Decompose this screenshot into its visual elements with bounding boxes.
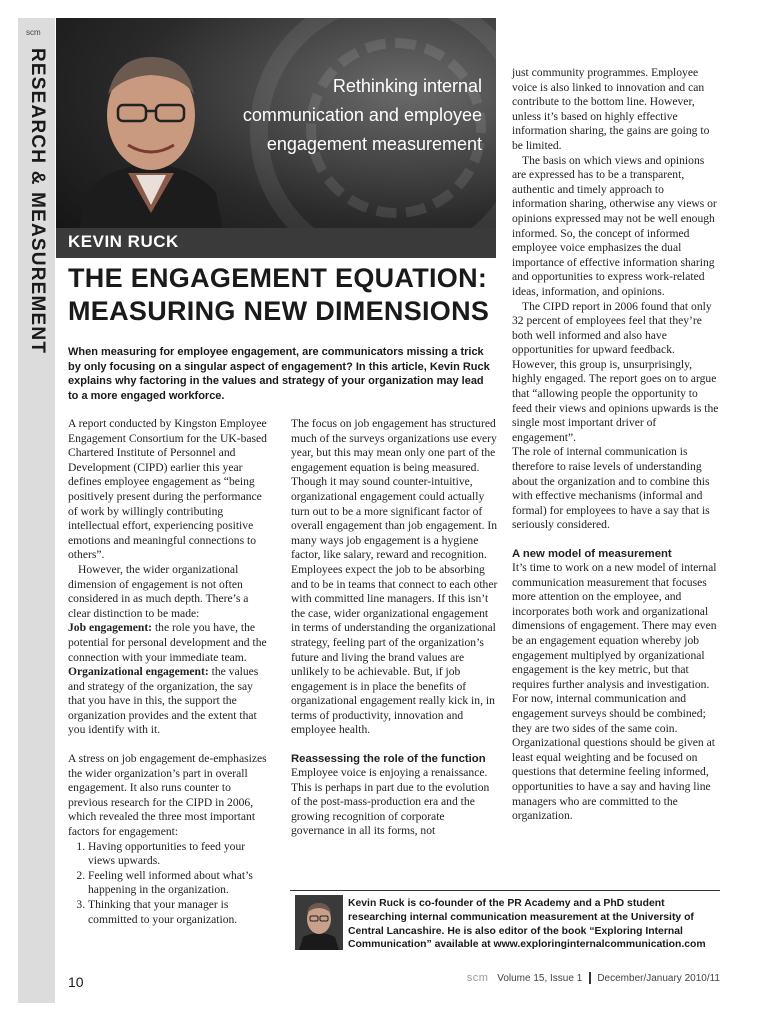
section-heading: A new model of measurement [512,548,672,560]
article-column-2 [291,417,498,839]
definition-text: the values and strategy of the organization, the say that you have in this, the support the organization provides and the extent that you identify with it. [68,665,259,737]
paragraph: The basis on which views and opinions are expressed has to be a transparent, authentic and timely approach to information sharing, otherwise any views or opinions expressed may not be well enough informed. So, the concept of informed employee voice emphasizes the dual importance of effective information sharing and opportunities to express work-related ideas, information, and opinions. [512,153,717,298]
section-heading: Reassessing the role of the function [291,753,486,766]
footer-brand: scm [466,972,489,984]
paragraph: However, the wider organizational dimension of engagement is not often considered in as much depth. There’s a clear distinction to be made: [68,562,249,620]
definition-text: the role you have, the potential for personal development and the connection with your immediate team. [68,621,267,664]
term-organizational-engagement: Organizational engagement: [68,665,209,679]
article-column-3 [512,66,719,824]
paragraph: The CIPD report in 2006 found that only 32 percent of employees feel that they’re both well informed and also have opportunities for upward feedback. However, this group is, unsurprisingly, highly engaged. The report goes on to argue that “allowing people the opportunity to feed their views and opinions upwards is the single most important driver of engagement”. [512,299,719,444]
bio-divider [290,890,720,891]
page-number: 10 [68,974,84,990]
author-name: KEVIN RUCK [68,232,179,251]
definition-org [68,665,273,738]
paragraph: The role of internal communication is therefore to raise levels of understanding about the organization and to combine this with effective mechanisms (informal and formal) for employees to have a say that is seriously considered. [512,445,710,532]
paragraph: just community programmes. Employee voice is also linked to innovation and can contribute to the bottom line. However, unless it’s based on highly effective information sharing, the gains are going to be limited. [512,66,710,152]
article-column-1 [68,417,273,927]
paragraph: Employee voice is enjoying a renaissance. This is perhaps in part due to the evolution of the post-mass-production era and the growing recognition of corporate governance in all its forms, not [291,766,490,838]
factors-list [68,840,273,928]
article-subtitle: Rethinking internal communication and employee engagement measurement [242,76,482,154]
sidebar-brand: scm [26,28,41,37]
list-item: 1. Having opportunities to feed your views upwards. [88,840,273,869]
headline-line-2: MEASURING NEW DIMENSIONS [68,296,490,326]
list-item: 3. Thinking that your manager is committed to your organization. [88,898,273,927]
paragraph: The focus on job engagement has structured much of the surveys organizations use every year, but this may mean only one part of the engagement equation is being measured. [291,417,497,474]
term-job-engagement: Job engagement: [68,621,153,635]
author-bio: Kevin Ruck is co-founder of the PR Academy and a PhD student researching internal communication measurement at the University of Central Lancashire. He is also editor of the book “Exploring Internal Communication” available at www.exploringinternalcommunication.com [348,898,706,951]
paragraph: Though it may sound counter-intuitive, organizational engagement could actually turn out to be a more significant factor of overall engagement than job engagement. In many ways job engagement is a hygiene factor, like salary, reward and recognition. Employees expect the job to be absorbing and to be in teams that connect to each other with committed line managers. If this isn’t the case, wider organizational engagement in terms of understanding the organizational strategy, feeling part of the organization’s future and living the brand values are unlikely to be achievable. But, if job engagement is in place the benefits of organizational engagement really kick in, in terms of productivity, innovation and employee health. [291,475,498,737]
footer-separator [589,972,591,984]
issue-footer [467,972,720,984]
issue-date: December/January 2010/11 [597,973,720,984]
paragraph: It’s time to work on a new model of internal communication measurement that focuses more attention on the employee, and incorporates both work and organizational dimensions of engagement. There may even be an engagement equation whereby job engagement multiplyed by organizational engagement is the key metric, but that requires further analysis and investigation. For now, internal communication and engagement surveys should be combined; they are two sides of the same coin. Organizational questions should be given at least equal weighting and be focused on questions that determine feeling informed, opportunities to have a say and having line managers who are committed to the organization. [512,561,717,823]
section-label: RESEARCH & MEASUREMENT [27,48,48,355]
author-bar [56,228,496,258]
article-headline [68,262,508,328]
definition-job [68,621,273,665]
paragraph: A report conducted by Kingston Employee Engagement Consortium for the UK-based Chartered Institute of Personnel and Development (CIPD) earlier this year defines employee engagement as “being positively present during the performance of work by willingly contributing intellectual effort, experiencing positive emotions and meaningful connections to others”. [68,417,267,562]
headline-line-1: THE ENGAGEMENT EQUATION: [68,263,488,293]
paragraph: A stress on job engagement de-emphasizes the wider organization’s part in overall engagement. It also runs counter to previous research for the CIPD in 2006, which revealed the three most important factors for engagement: [68,752,267,839]
list-item: 2. Feeling well informed about what’s happening in the organization. [88,869,273,898]
issue-info: Volume 15, Issue 1 [497,973,583,984]
hero-banner [56,18,496,258]
article-standfirst: When measuring for employee engagement, are communicators missing a trick by only focusing on a singular aspect of engagement? In this article, Kevin Ruck explains why factoring in the values and strategy of your organization may lead to a more engaged workforce. [68,346,490,402]
section-sidebar [18,18,55,1003]
author-thumbnail [295,895,343,950]
author-portrait [66,33,236,248]
